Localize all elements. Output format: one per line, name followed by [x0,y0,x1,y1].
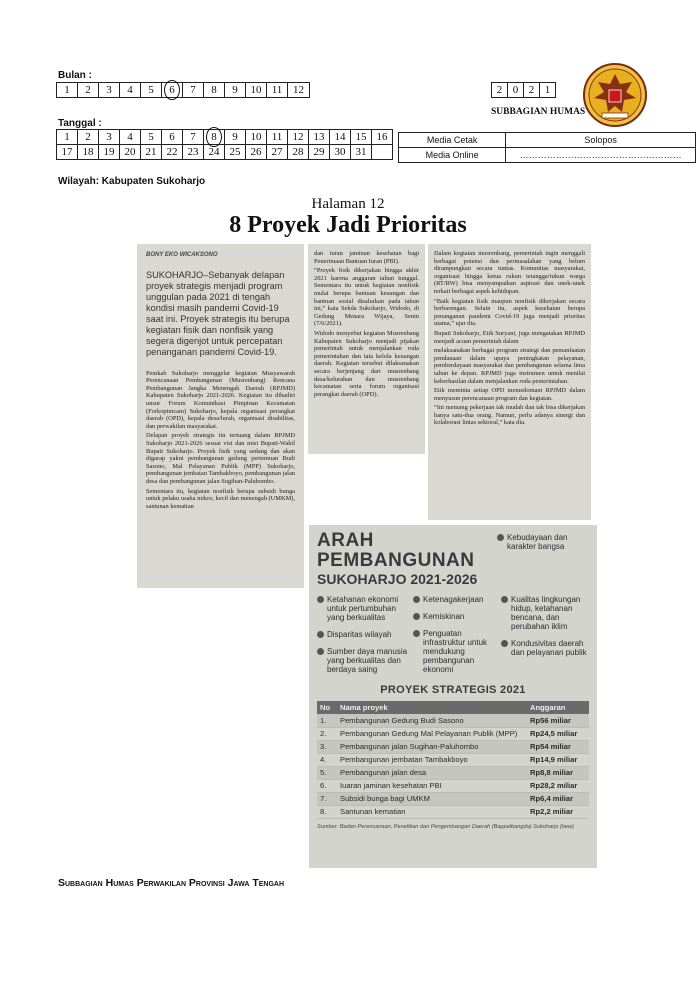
arah-item: Kondusivitas daerah dan pelayanan publik [501,639,589,657]
infographic-source: Sumber: Badan Perencanaan, Penelitian dan Pengembangan Daerah (Bappelbangda) Sukoharjo (bew) [317,823,574,830]
tanggal-cell: 6 [162,130,183,145]
tanggal-cell: 27 [267,145,288,160]
tanggal-cell: 19 [99,145,120,160]
lead-paragraph: SUKOHARJO–Sebanyak delapan proyek strategis menjadi program unggulan pada 2021 di tengah kondisi masih pandemi Covid-19 saat ini. Proyek strategis itu berupa kegiatan fisik dan nonfisik yang segera digenjot untuk percepatan penanganan pandemi Covid-19. [146,269,290,357]
paragraph: Sementara itu, kegiatan nonfisik berupa subsidi bunga untuk pelaku usaha mikro, kecil dan menengah (UMKM), santunan kematian [146,487,295,510]
tanggal-cell: 12 [288,130,309,145]
proyek-table-title: PROYEK STRATEGIS 2021 [380,684,526,696]
bulan-cell: 5 [141,83,162,98]
media-table [398,132,696,163]
tanggal-cell: 5 [141,130,162,145]
tanggal-label: Tanggal : [58,118,102,129]
bullet-icon [501,596,508,603]
tanggal-cell: 22 [162,145,183,160]
infographic-title: ARAH PEMBANGUNAN [317,530,475,571]
tanggal-cell: 9 [225,130,246,145]
paragraph: dan iuran jaminan kesehatan bagi Penerimaan Bantuan Iuran (PBI). [314,250,419,265]
bullet-icon [501,640,508,647]
tanggal-cell: 11 [267,130,288,145]
bullet-icon [413,596,420,603]
footer: Subbagian Humas Perwakilan Provinsi Jawa Tengah [58,877,285,889]
tanggal-cell: 25 [225,145,246,160]
garuda-emblem [582,62,648,128]
tanggal-grid [56,129,393,160]
col-header-nama: Nama proyek [337,701,527,714]
tanggal-cell: 4 [120,130,141,145]
proyek-table [317,701,589,819]
tanggal-cell: 14 [330,130,351,145]
arah-item: Kemiskinan [413,612,497,621]
article-column-1 [137,244,304,588]
tanggal-cell: 15 [351,130,372,145]
media-cetak-value: Solopos [506,133,696,148]
bulan-cell: 9 [225,83,246,98]
bullet-icon [317,631,324,638]
tanggal-cell: 31 [351,145,372,160]
bulan-cell: 7 [183,83,204,98]
bulan-cell: 12 [288,83,310,98]
paragraph: melaksanakan berbagai program strategi dan pemanfaatan pendanaan dalam upaya peningkatan pelayanan, pemberdayaan masyarakat dan pembangunan selama lima tahun ke depan. RPJMD juga instrumen untuk menilai keberhasilan dalam menjalankan roda pemerintahan. [434,347,585,385]
page-number: Halaman 12 [311,196,385,212]
arah-item: Kebudayaan dan karakter bangsa [497,533,589,551]
bullet-icon [317,596,324,603]
tanggal-cell: 13 [309,130,330,145]
tanggal-cell: 3 [99,130,120,145]
headline: 8 Proyek Jadi Prioritas [229,212,467,238]
arah-item: Ketahanan ekonomi untuk pertumbuhan yang berkualitas [317,595,409,622]
arah-item: Sumber daya manusia yang berkualitas dan berdaya saing [317,647,409,674]
bulan-cell: 2 [78,83,99,98]
table-row: 2. Pembangunan Gedung Mal Pelayanan Publik (MPP) Rp24,5 miliar [317,727,589,740]
tanggal-cell: 21 [141,145,162,160]
table-row: 5. Pembangunan jalan desa Rp8,8 miliar [317,766,589,779]
paragraph: Widodo menyebut kegiatan Musrenbang Kabupaten Sukoharjo menjadi pijakan pemerintah untuk menjalankan roda pemerintahan dan tata kelola keuangan daerah. Kegiatan tersebut dilaksanakan secara berjenjang dari musrenbang desa/kelurahan dan musrenbang kecamatan serta forum organisasi perangkat daerah (OPD). [314,329,419,398]
selected-month-circle: 6 [164,80,180,100]
bulan-cell: 3 [99,83,120,98]
col-header-no: No [317,701,337,714]
col-header-anggaran: Anggaran [527,701,589,714]
bulan-grid [56,82,310,98]
year-box [491,82,556,98]
arah-item: Penguatan infrastruktur untuk mendukung pembangunan ekonomi [413,629,497,674]
selected-date-circle: 8 [206,127,222,147]
paragraph: Pemkab Sukoharjo menggelar kegiatan Musyawarah Perencanaan Pembangunan (Musrenbang) Rencana Pembangunan Jangka Menengah Daerah (RPJMD) Kabupaten Sukoharjo 2021-2026. Kegiatan itu dihadiri unsur Forum Komunikasi Pimpinan Kecamatan (Forkopimcam) Sukoharjo, kepala organisasi perangkat daerah (OPD), kepala desa/lurah, organisasi disabilitas, dan perwakilan masyarakat. [146,369,295,430]
table-row: 1. Pembangunan Gedung Budi Sasono Rp56 miliar [317,714,589,727]
paragraph: Etik meminta setiap OPD memedomani RPJMD dalam menyusun perencanaan program dan kegiatan. [434,387,585,402]
table-row: 3. Pembangunan jalan Sugihan-Paluhombo Rp54 miliar [317,740,589,753]
tanggal-cell: 23 [183,145,204,160]
infographic-subtitle: SUKOHARJO 2021-2026 [317,571,478,587]
bulan-cell: 11 [267,83,288,98]
bullet-icon [413,613,420,620]
table-row: 8. Santunan kematian Rp2,2 miliar [317,805,589,818]
tanggal-cell: 17 [57,145,78,160]
arah-item: Disparitas wilayah [317,630,409,639]
media-online-value: ……………………………………………… [506,148,696,163]
bullet-icon [413,630,420,637]
tanggal-cell: 20 [120,145,141,160]
arah-item: Ketenagakerjaan [413,595,497,604]
tanggal-cell: 28 [288,145,309,160]
year-digit: 2 [492,83,508,98]
paragraph: “Baik kegiatan fisik maupun nonfisik dikerjakan secara berbarengan. Selain itu, aspek kesehatan berupa penanganan pandemi Covid-19 juga menjadi prioritas utama,” ujar dia. [434,297,585,328]
tanggal-cell: 2 [78,130,99,145]
wilayah-label: Wilayah: Kabupaten Sukoharjo [58,176,206,187]
tanggal-cell-selected [204,130,225,145]
table-row: 7. Subsidi bunga bagi UMKM Rp6,4 miliar [317,792,589,805]
paragraph: Delapan proyek strategis itu tertuang dalam RPJMD Sukoharjo 2021-2026 sesuai visi dan misi Bupati-Wakil Bupati Sukoharjo. Proyek fisik yang sedang dan akan digarap yakni pembangunan gedung pertemuan Budi Sasono, Mal Pelayanan Publik (MPP) Sukoharjo, pembangunan jembatan Tambakboyo, pembangunan jalan desa dan pembangunan jalan Sugihan-Paluhombo. [146,432,295,485]
tanggal-cell: 10 [246,130,267,145]
bullet-icon [317,648,324,655]
tanggal-cell: 7 [183,130,204,145]
year-digit: 1 [540,83,556,98]
bulan-cell-selected [162,83,183,98]
year-digit: 0 [508,83,524,98]
paragraph: Dalam kegiatan musrenbang, pemerintah ingin menggali berbagai potensi dan permasalahan yang belum dirampungkan secara tuntas. Komunitas masyarakat, organisasi hingga ketua rukun tetangga/rukun warga (RT/RW) bisa menyampaikan aspirasi dan unek-unek terkait berbagai aspek kehidupan. [434,250,585,295]
tanggal-cell: 24 [204,145,225,160]
table-row: 6. Iuaran jaminan kesehatan PBI Rp28,2 miliar [317,779,589,792]
paragraph: “Ini memang pekerjaan tak mudah dan tak bisa dikerjakan hanya satu-dua orang. Namun, perlu adanya sinergi dan kolaborasi lintas sektoral,” kata dia. [434,404,585,427]
bullet-icon [497,534,504,541]
bulan-cell: 1 [57,83,78,98]
paragraph: Bupati Sukoharjo, Etik Suryani, juga mengatakan RPJMD menjadi acuan pemerintah dalam [434,329,585,345]
dept-label: SUBBAGIAN HUMAS [491,107,586,117]
bulan-label: Bulan : [58,70,92,81]
tanggal-cell: 30 [330,145,351,160]
tanggal-cell: 26 [246,145,267,160]
tanggal-cell: 16 [372,130,393,145]
tanggal-cell: 18 [78,145,99,160]
media-online-label: Media Online [399,148,506,163]
tanggal-cell [372,145,393,160]
bulan-cell: 4 [120,83,141,98]
table-row: 4. Pembangunan jembatan Tambakboyo Rp14,9 miliar [317,753,589,766]
byline: BONY EKO WICAKSONO [146,252,218,258]
year-digit: 2 [524,83,540,98]
article-column-3 [428,244,591,520]
tanggal-cell: 29 [309,145,330,160]
media-cetak-label: Media Cetak [399,133,506,148]
bulan-cell: 10 [246,83,267,98]
infographic [309,525,597,868]
tanggal-cell: 1 [57,130,78,145]
paragraph: “Proyek fisik dikerjakan hingga akhir 2021 karena anggaran tahun tunggal. Sementara itu untuk kegiatan nonfisik mulai berupa bantuan keuangan dan bantuan sosial disalurkan pada tahun ini,” kata Sekda Sukoharjo, Widodo, di Gedung Menara Wijaya, Senin (7/6/2021). [314,267,419,328]
bulan-cell: 8 [204,83,225,98]
article-column-2 [308,244,425,454]
arah-item: Kualitas lingkungan hidup, ketahanan bencana, dan perubahan iklim [501,595,589,631]
